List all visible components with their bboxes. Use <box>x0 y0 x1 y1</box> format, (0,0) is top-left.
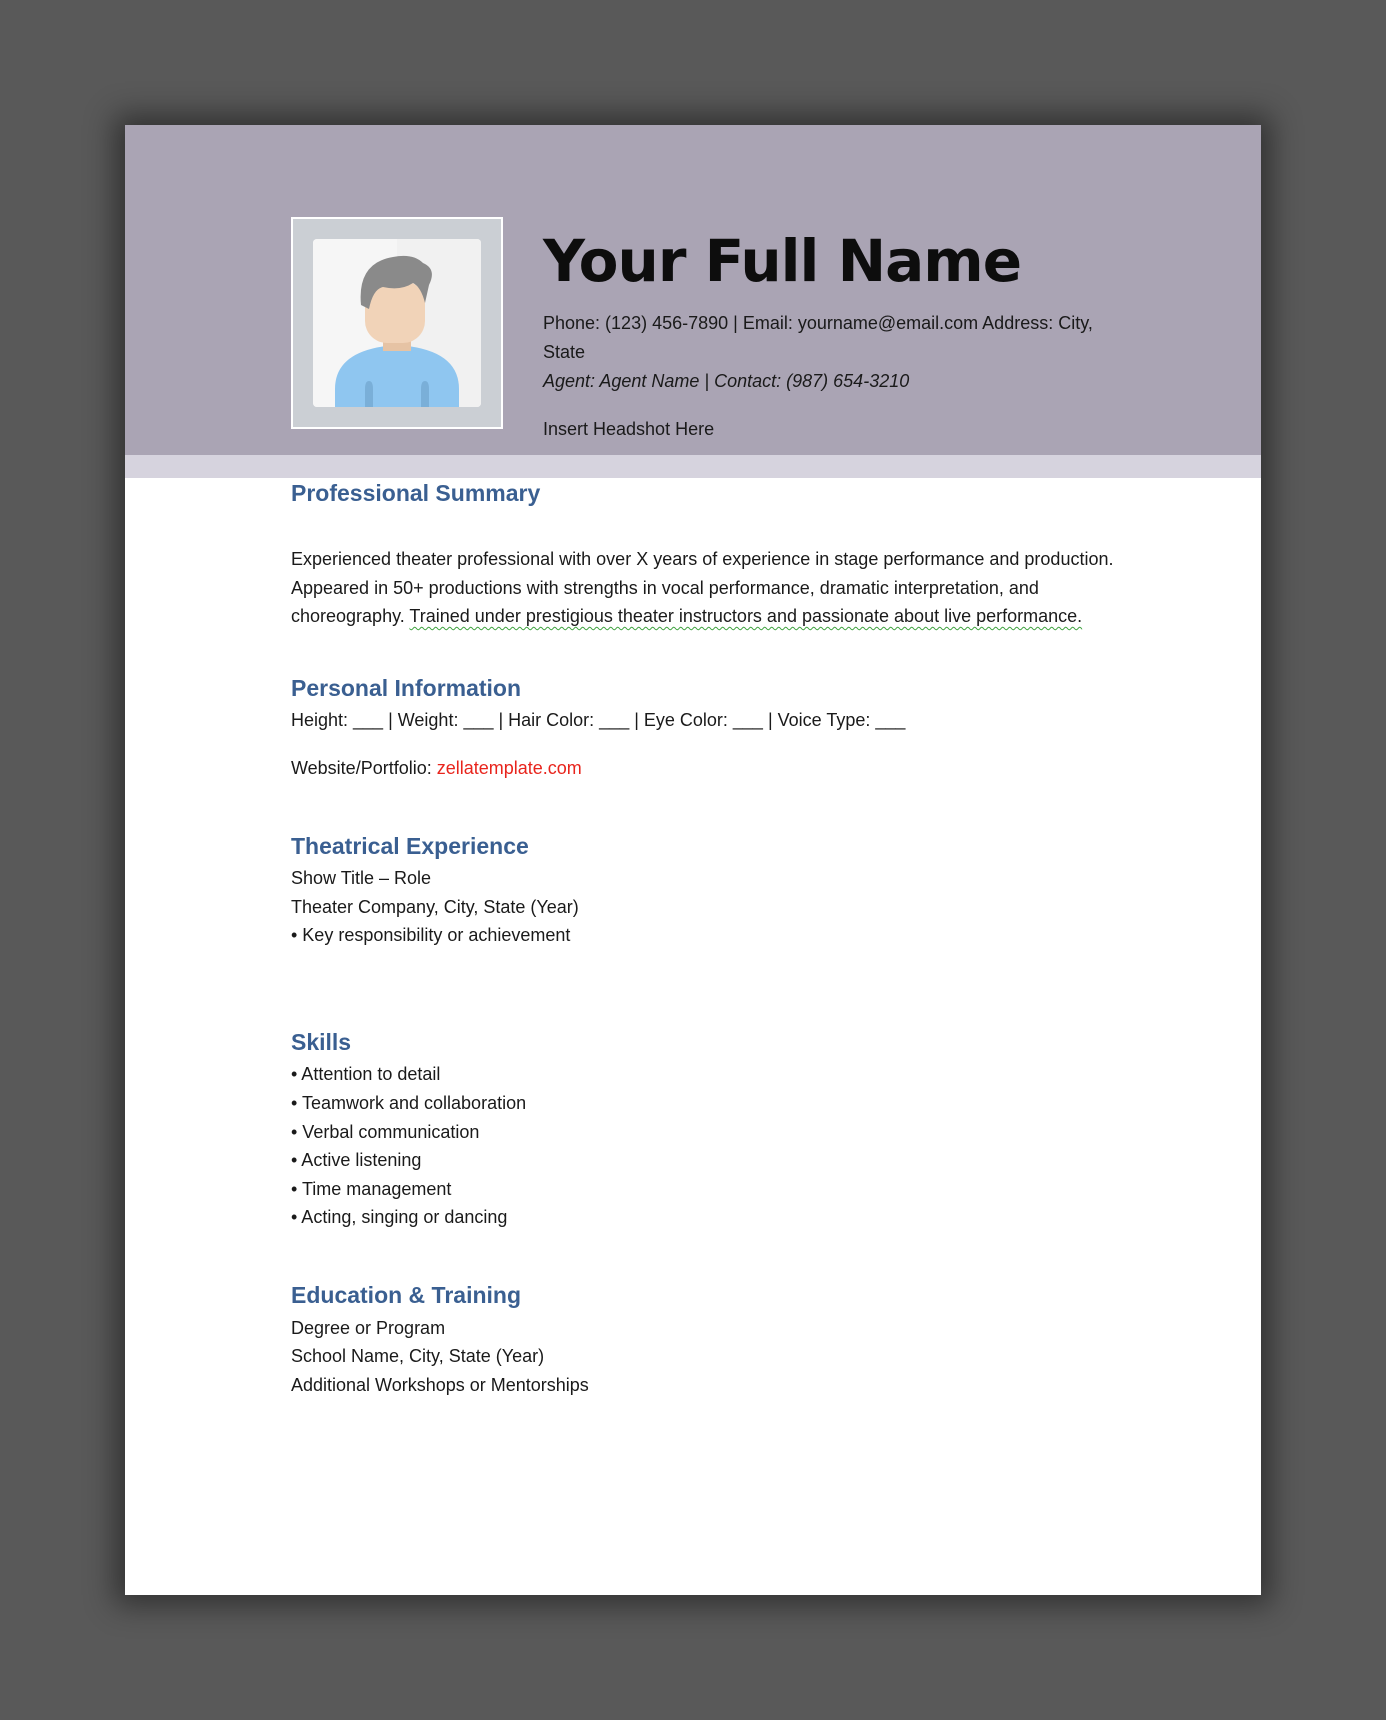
resume-page <box>125 125 1261 1595</box>
summary-text: Experienced theater professional with over X years of experience in stage performance and production. Appeared in 50+ productions with strengths in vocal performance, dramatic interpretation, and choreography. <box>291 549 1114 626</box>
education-workshops: Additional Workshops or Mentorships <box>291 1375 589 1395</box>
personal-attributes: Height: ___ | Weight: ___ | Hair Color: ___ | Eye Color: ___ | Voice Type: ___ <box>291 710 906 730</box>
education-school: School Name, City, State (Year) <box>291 1346 545 1366</box>
website-row <box>291 754 582 783</box>
skill-item: • Active listening <box>291 1150 422 1170</box>
skill-item: • Acting, singing or dancing <box>291 1207 508 1227</box>
summary-flagged-text: Trained under prestigious theater instructors and passionate about live performance. <box>409 606 1083 626</box>
header-stripe <box>125 455 1261 478</box>
section-title-experience: Theatrical Experience <box>291 833 529 859</box>
experience-show-role: Show Title – Role <box>291 868 432 888</box>
contact-info: Phone: (123) 456-7890 | Email: yourname@email.com Address: City, State <box>543 313 1093 362</box>
website-link[interactable]: zellatemplate.com <box>436 758 582 778</box>
section-title-skills: Skills <box>291 1029 352 1055</box>
headshot-mat <box>293 219 501 427</box>
headshot-placeholder[interactable] <box>291 217 503 429</box>
skill-item: • Time management <box>291 1179 452 1199</box>
experience-bullet: • Key responsibility or achievement <box>291 925 571 945</box>
agent-info: Agent: Agent Name | Contact: (987) 654-3210 <box>543 371 910 391</box>
candidate-name: Your Full Name <box>543 227 1022 295</box>
skill-item: • Attention to detail <box>291 1064 441 1084</box>
headshot-note: Insert Headshot Here <box>543 419 715 439</box>
avatar-icon <box>313 239 481 407</box>
skill-item: • Teamwork and collaboration <box>291 1093 527 1113</box>
website-label: Website/Portfolio: <box>291 758 437 778</box>
experience-company: Theater Company, City, State (Year) <box>291 897 579 917</box>
skill-item: • Verbal communication <box>291 1122 480 1142</box>
summary-paragraph <box>291 545 1121 631</box>
education-degree: Degree or Program <box>291 1318 446 1338</box>
section-title-summary: Professional Summary <box>291 480 541 506</box>
section-title-personal: Personal Information <box>291 675 522 701</box>
section-title-education: Education & Training <box>291 1282 522 1308</box>
